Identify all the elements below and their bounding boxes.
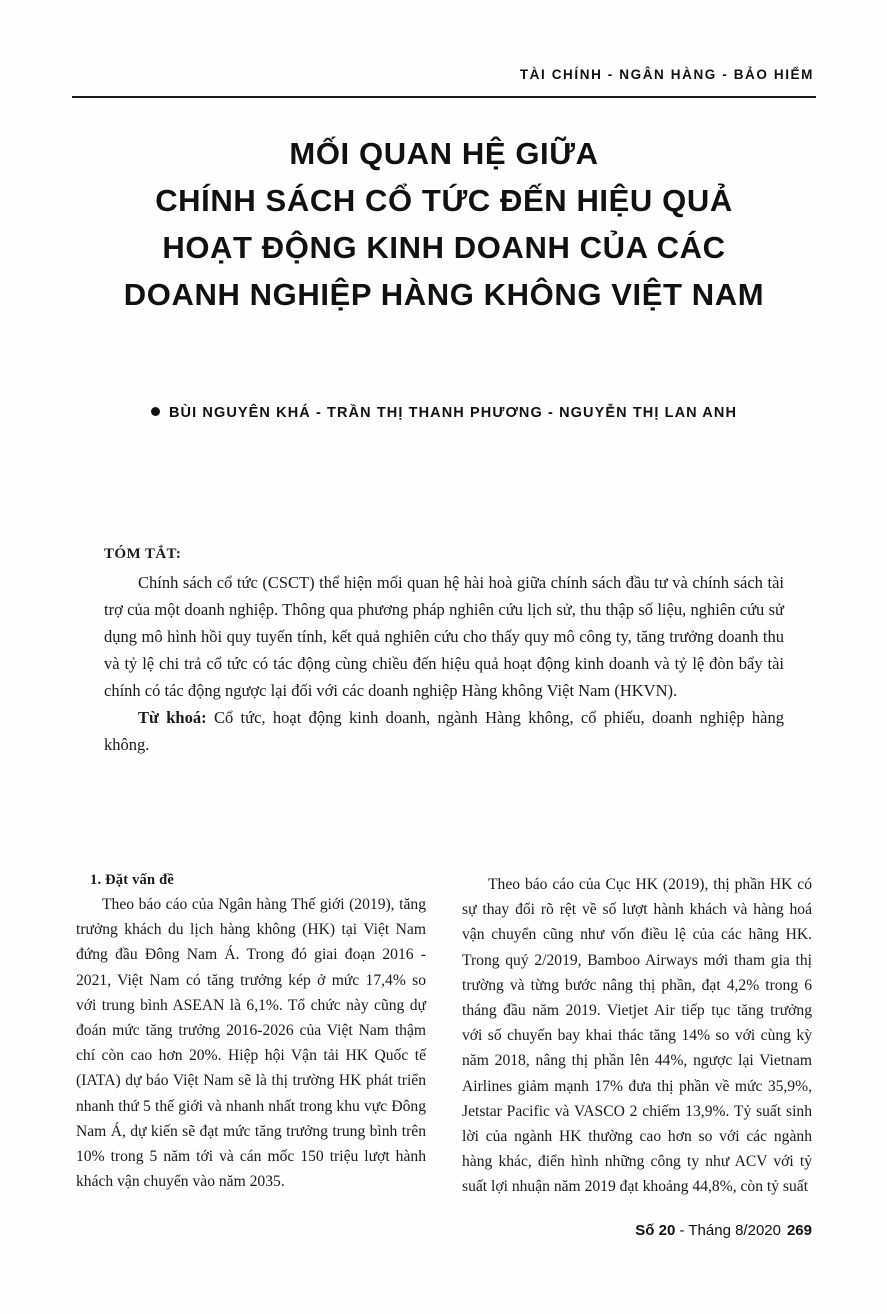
abstract-paragraph: Chính sách cổ tức (CSCT) thể hiện mối quan hệ hài hoà giữa chính sách đầu tư và chính sách tài trợ của một doanh nghiệp. Thông qua phương pháp nghiên cứu lịch sử, thu thập số liệu, nghiên cứu sử dụng mô hình hồi quy tuyến tính, kết quả nghiên cứu cho thấy quy mô công ty, tăng trưởng doanh thu và tỷ lệ chi trả cổ tức có tác động cùng chiều đến hiệu quả hoạt động kinh doanh và tỷ lệ đòn bẩy tài chính có tác động ngược lại đối với các doanh nghiệp Hàng không Việt Nam (HKVN). — [104, 573, 784, 700]
abstract-heading: TÓM TẮT: — [104, 546, 182, 562]
page-title — [72, 130, 816, 318]
keywords-label: Từ khoá: — [138, 708, 207, 727]
keywords-text: Cổ tức, hoạt động kinh doanh, ngành Hàng không, cổ phiếu, doanh nghiệp hàng không. — [104, 708, 784, 754]
right-column — [462, 872, 812, 1200]
author-line — [72, 405, 816, 421]
header-divider — [72, 96, 816, 98]
author-names: BÙI NGUYÊN KHÁ - TRẦN THỊ THANH PHƯƠNG - NGUYỄN THỊ LAN ANH — [168, 405, 738, 421]
footer-issue: Số 20 — [635, 1222, 676, 1239]
section-label: TÀI CHÍNH - NGÂN HÀNG - BẢO HIỂM — [519, 67, 814, 82]
title-line-1: MỐI QUAN HỆ GIỮA — [289, 136, 599, 171]
page-header — [72, 66, 816, 84]
section-heading-1: 1. Đặt vấn đề — [90, 872, 174, 888]
title-line-4: DOANH NGHIỆP HÀNG KHÔNG VIỆT NAM — [123, 277, 765, 312]
bullet-dot-icon — [151, 407, 160, 416]
title-line-2: CHÍNH SÁCH CỔ TỨC ĐẾN HIỆU QUẢ — [155, 183, 733, 218]
body-columns — [76, 872, 812, 1200]
keywords-paragraph — [104, 704, 784, 758]
left-column — [76, 872, 426, 1200]
footer-issue-date: - Tháng 8/2020 — [675, 1222, 781, 1239]
abstract-block — [104, 546, 784, 758]
page-footer — [76, 1222, 812, 1239]
left-column-paragraph: Theo báo cáo của Ngân hàng Thế giới (2019), tăng trưởng khách du lịch hàng không (HK) tại Việt Nam đứng đầu Đông Nam Á. Trong đó giai đoạn 2016 - 2021, Việt Nam có tăng trưởng kép ở mức 17,4% so với trung bình ASEAN là 6,1%. Tổ chức này cũng dự đoán mức tăng trưởng 2016-2026 của Việt Nam thậm chí còn cao hơn 20%. Hiệp hội Vận tải HK Quốc tế (IATA) dự báo Việt Nam sẽ là thị trường HK phát triển nhanh thứ 5 thế giới và nhanh nhất trong khu vực Đông Nam Á, dự kiến sẽ đạt mức tăng trưởng trung bình trên 10% trong 5 năm tới và cán mốc 150 triệu lượt hành khách vận chuyển vào năm 2035. — [76, 896, 426, 1191]
right-column-paragraph: Theo báo cáo của Cục HK (2019), thị phần HK có sự thay đổi rõ rệt về số lượt hành khách và hàng hoá vận chuyển cũng như vốn điều lệ của các hãng HK. Trong quý 2/2019, Bamboo Airways mới tham gia thị trường và từng bước nâng thị phần, đạt 4,2% trong 6 tháng đầu năm 2019. Vietjet Air tiếp tục tăng trưởng với số chuyến bay khai thác tăng 14% so với cùng kỳ năm 2018, nâng thị phần lên 44%, ngược lại Vietnam Airlines giảm mạnh 17% đưa thị phần về mức 35,9%, Jetstar Pacific và VASCO 2 chiếm 13,9%. Tỷ suất sinh lời của ngành HK thường cao hơn so với các ngành hàng khác, điển hình những công ty như ACV với tỷ suất lợi nhuận năm 2019 đạt khoảng 44,8%, còn tỷ suất — [462, 876, 812, 1196]
footer-page-number: 269 — [786, 1222, 812, 1239]
title-line-3: HOẠT ĐỘNG KINH DOANH CỦA CÁC — [162, 230, 726, 265]
